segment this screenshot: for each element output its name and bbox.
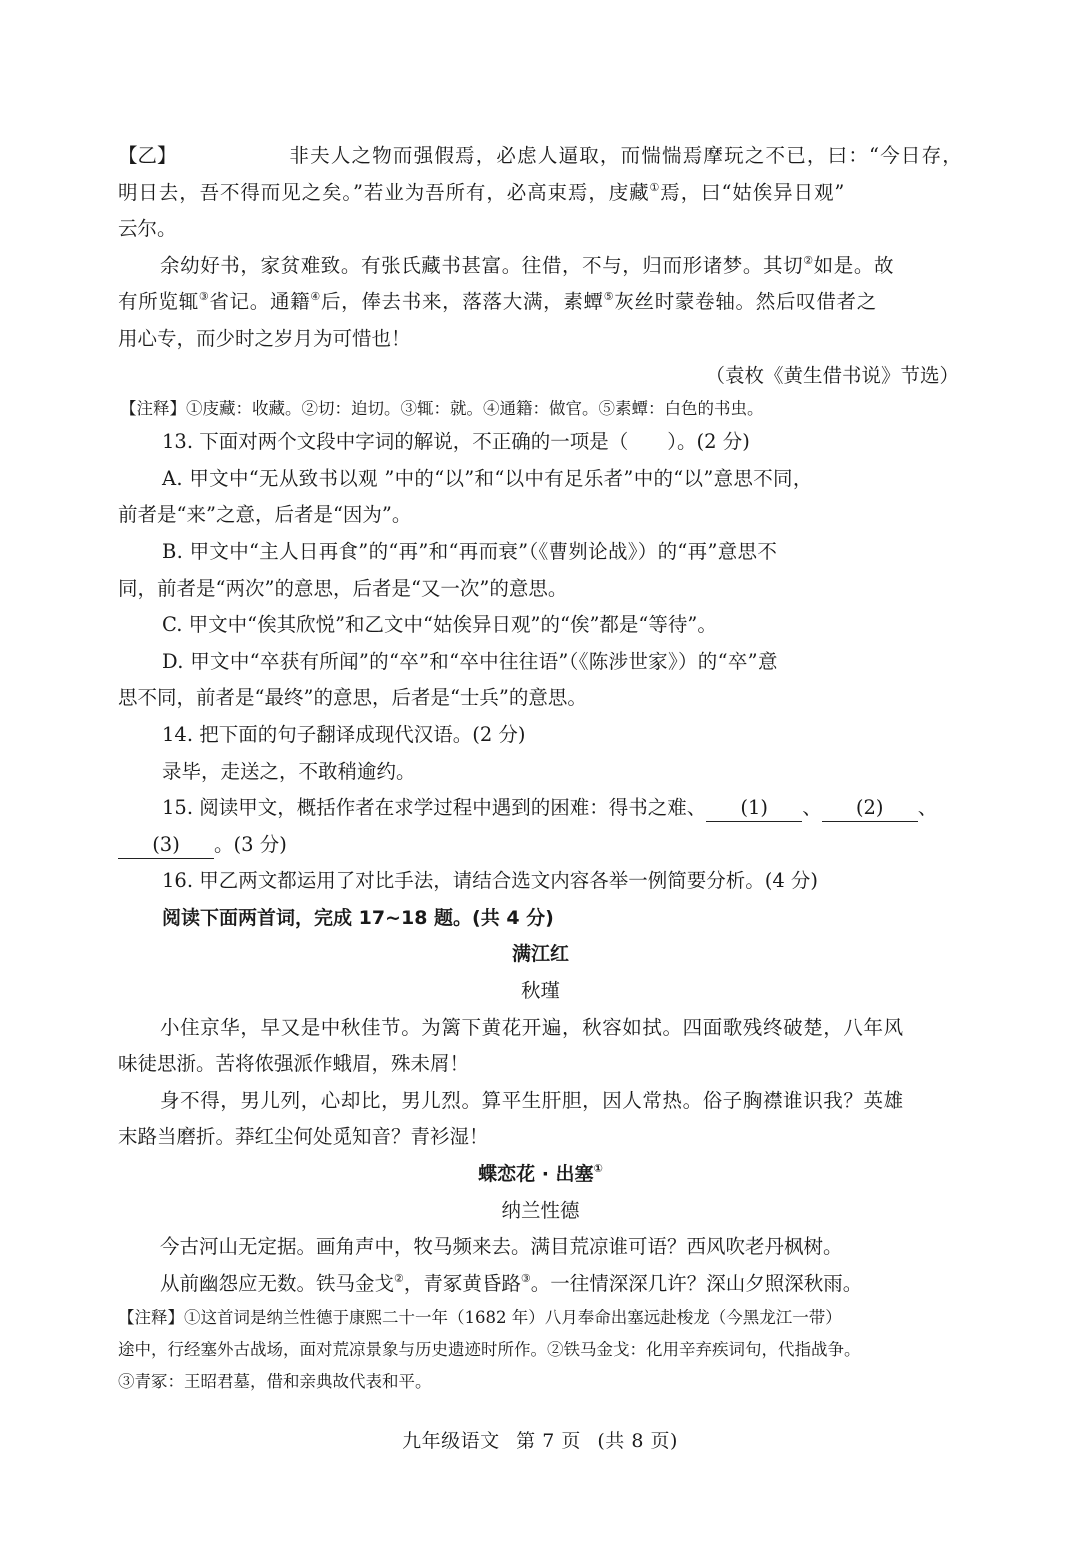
answer-blank-3[interactable]: (3) [118,832,214,859]
poem-2-note-line-3: ③青冢：王昭君墓，借和亲典故代表和平。 [118,1372,432,1392]
passage-yi-p2-line-1: 余幼好书，家贫难致。有张氏藏书甚富。往借，不与，归而形诸梦。其切②如是。故 [160,253,895,277]
question-13-option-c: C. 甲文中“俟其欣悦”和乙文中“姑俟异日观”的“俟”都是“等待”。 [162,613,717,637]
poem-2-line-2: 从前幽怨应无数。铁马金戈②，青冢黄昏路③。一往情深深几许？深山夕照深秋雨。 [160,1271,863,1295]
passage-yi-line-2: 明日去，吾不得而见之矣。”若业为吾所有，必高束焉，庋藏①焉，曰“姑俟异日观” [118,180,846,204]
footer-subject: 九年级语文 [402,1430,500,1452]
passage-yi-line-3: 云尔。 [118,217,177,241]
poem-1-line-4: 末路当磨折。莽红尘何处觅知音？青衫湿！ [118,1125,489,1149]
footer-page-number: 第 7 页 [516,1430,581,1452]
poem-1-line-3: 身不得，男儿列，心却比，男儿烈。算平生肝胆，因人常热。俗子胸襟谁识我？英雄 [160,1088,904,1112]
footnote-marker: ② [803,253,814,267]
emphasis-char: 不 [472,430,492,454]
question-14-stem: 14. 把下面的句子翻译成现代汉语。(2 分) [162,722,526,746]
passage-yi-p2-line-3: 用心专，而少时之岁月为可惜也！ [118,326,411,350]
footnote-marker: ① [649,180,661,194]
question-15-continued: (3) 。(3 分) [118,827,963,864]
emphasis-char: 正 [491,430,512,454]
poem-1-author: 秋瑾 [520,979,560,1003]
page-footer [0,1426,1080,1456]
answer-blank-1[interactable]: (1) [706,795,802,822]
section-heading: 阅读下面两首词，完成 17~18 题。(共 4 分) [162,906,554,929]
question-13-stem: 13. 下面对两个文段中字词的解说，不正确的一项是（ ）。(2 分) [118,424,963,461]
footnote-marker: ③ [520,1271,531,1285]
question-13-option-d-line-2: 思不同，前者是“最终”的意思，后者是“士兵”的意思。 [118,686,587,710]
footnote-marker: ① [593,1162,603,1176]
passage-yi-line-1: 【乙】 非夫人之物而强假焉，必虑人逼取，而惴惴焉摩玩之不已，曰：“今日存， [118,138,963,175]
answer-blank-2[interactable]: (2) [822,795,918,822]
poem-1-line-2: 味徒思浙。苦将侬强派作蛾眉，殊未屑！ [118,1052,470,1076]
poem-2-line-1: 今古河山无定据。画角声中，牧马频来去。满目荒凉谁可语？西风吹老丹枫树。 [160,1235,843,1259]
question-13-option-b-line-1: B. 甲文中“主人日再食”的“再”和“再而衰”（《曹刿论战》）的“再”意思不 [162,539,778,563]
question-13-option-a-line-2: 前者是“来”之意，后者是“因为”。 [118,503,412,527]
question-13-option-a-line-1: A. 甲文中“无从致书以观 ”中的“以”和“以中有足乐者”中的“以”意思不同， [162,466,813,490]
poem-2-note-line-1: 【注释】①这首词是纳兰性德于康熙二十一年（1682 年）八月奉命出塞远赴梭龙（今黑龙江一带） [118,1308,842,1328]
passage-yi-p2-line-2: 有所览辄③省记。通籍④后，俸去书来，落落大满，素蟫⑤灰丝时蒙卷轴。然后叹借者之 [118,290,877,314]
passage-notes: 【注释】①庋藏：收藏。②切：迫切。③辄：就。④通籍：做官。⑤素蟫：白色的书虫。 [120,399,764,419]
footer-total-pages: (共 8 页) [597,1430,678,1452]
question-13-option-b-line-2: 同，前者是“两次”的意思，后者是“又一次”的意思。 [118,576,568,600]
question-13-option-d-line-1: D. 甲文中“卒获有所闻”的“卒”和“卒中往往语”（《陈涉世家》）的“卒”意 [162,649,778,673]
question-16-stem: 16. 甲乙两文都运用了对比手法，请结合选文内容各举一例简要分析。(4 分) [162,869,819,893]
passage-source: （袁枚《黄生借书说》节选） [705,363,959,387]
poem-1-title: 满江红 [511,943,569,966]
question-14-sentence: 录毕，走送之，不敢稍逾约。 [162,759,416,783]
poem-2-title: 蝶恋花 · 出塞① [478,1162,603,1186]
exam-page [118,138,963,1398]
footnote-marker: ④ [310,290,321,304]
question-15-stem: 15. 阅读甲文，概括作者在求学过程中遇到的困难：得书之难、 (1) 、 (2) 、 [118,790,963,827]
footnote-marker: ③ [198,290,210,304]
poem-2-note-line-2: 途中，行经塞外古战场，面对荒凉景象与历史遗迹时所作。②铁马金戈：化用辛弃疾词句，代指战争。 [118,1340,861,1360]
poem-2-author: 纳兰性德 [501,1198,580,1222]
poem-1-line-1: 小住京华，早又是中秋佳节。为篱下黄花开遍，秋容如拭。四面歌残终破楚，八年风 [160,1015,904,1039]
passage-label: 【乙】 [118,144,177,167]
footnote-marker: ⑤ [603,290,615,304]
emphasis-char: 确 [511,430,531,454]
footnote-marker: ② [394,1271,404,1285]
